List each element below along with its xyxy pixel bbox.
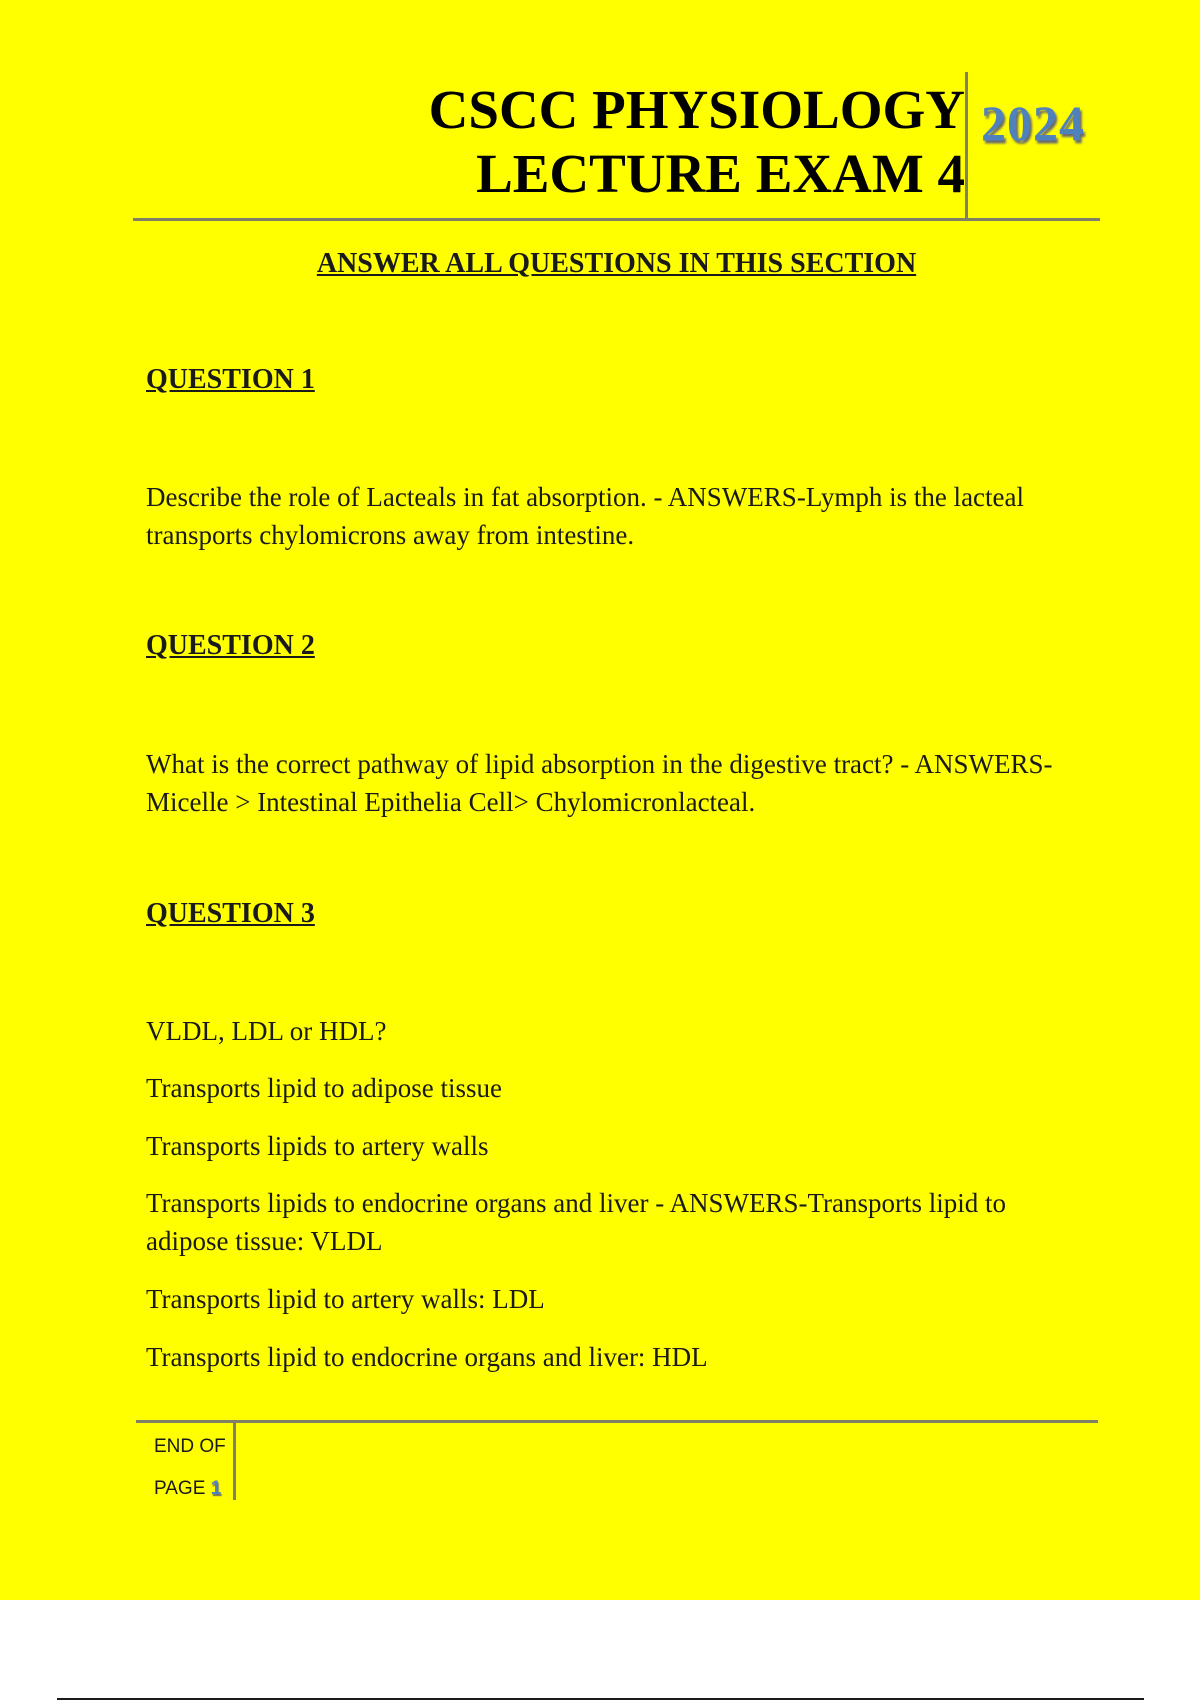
- question-3-line: Transports lipid to artery walls: LDL: [146, 1284, 545, 1314]
- year-label: 2024: [981, 95, 1085, 151]
- title-line-2: LECTURE EXAM 4: [476, 143, 965, 204]
- question-3-line: VLDL, LDL or HDL?: [146, 1016, 387, 1046]
- page-number: 1: [210, 1478, 222, 1499]
- end-of-page-label: [154, 1426, 230, 1510]
- document-title: [429, 78, 965, 206]
- section-instruction: ANSWER ALL QUESTIONS IN THIS SECTION: [316, 248, 917, 279]
- question-3-line: Transports lipids to endocrine organs and liver - ANSWERS-Transports lipid to adipose tissue: VLDL: [146, 1188, 1006, 1256]
- end-of-label: END OF: [154, 1436, 226, 1457]
- question-3-line: Transports lipid to endocrine organs and liver: HDL: [146, 1342, 708, 1372]
- question-3-line: Transports lipids to artery walls: [146, 1131, 489, 1161]
- page-label: PAGE: [154, 1478, 206, 1499]
- question-1-heading: QUESTION 1: [146, 364, 315, 395]
- title-divider: [965, 72, 968, 220]
- question-3-line: Transports lipid to adipose tissue: [146, 1073, 503, 1103]
- question-3-heading: QUESTION 3: [146, 898, 315, 929]
- title-rule: [133, 218, 1100, 221]
- question-1-text: Describe the role of Lacteals in fat absorption. - ANSWERS-Lymph is the lacteal transports chylomicrons away from intestine.: [146, 482, 1025, 550]
- page-label-line: [154, 1468, 230, 1510]
- footer-rule: [136, 1420, 1098, 1423]
- footer-divider: [233, 1420, 236, 1500]
- title-block: [133, 72, 1100, 220]
- question-2-text: What is the correct pathway of lipid absorption in the digestive tract? - ANSWERS-Micelle > Intestinal Epithelia Cell> Chylomicronlacteal.: [146, 749, 1053, 817]
- question-2-heading: QUESTION 2: [146, 630, 315, 661]
- title-line-1: CSCC PHYSIOLOGY: [428, 79, 965, 140]
